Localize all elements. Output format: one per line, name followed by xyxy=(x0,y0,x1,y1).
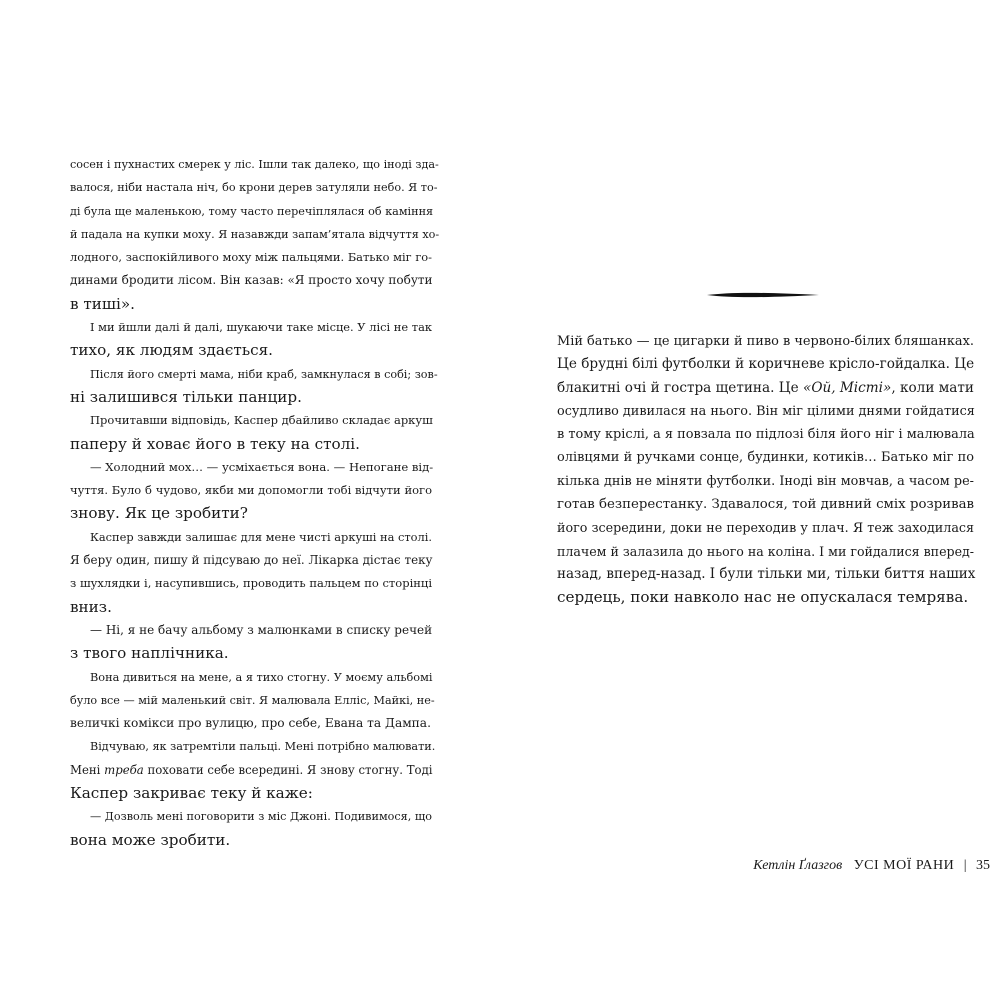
text-line: Мій батько — це цигарки й пиво в червоно-білих бляшанках. xyxy=(557,334,974,349)
text-line: олівцями й ручками сонце, будинки, котиків… Батько міг по xyxy=(557,450,974,466)
text-line: вниз. xyxy=(70,597,112,616)
left-column xyxy=(70,153,440,852)
italic-text: «Ой, Місті» xyxy=(803,379,892,396)
right-column xyxy=(557,330,974,610)
text-line: й падала на купки моху. Я назавжди запам’ятала відчуття хо- xyxy=(70,227,440,241)
text-line: паперу й ховає його в теку на столі. xyxy=(70,434,360,453)
text-line: Вона дивиться на мене, а я тихо стогну. У моєму альбомі xyxy=(90,670,433,684)
section-divider-icon xyxy=(707,291,819,299)
text-line: готав безперестанку. Здавалося, той дивний сміх розривав xyxy=(557,497,974,513)
text-segment: поховати себе всередині. Я знову стогну. Тоді xyxy=(143,762,433,777)
text-line: назад, вперед-назад. І були тільки ми, тільки биття наших xyxy=(557,565,976,582)
text-segment: Мені xyxy=(70,762,105,777)
text-line: осудливо дивилася на нього. Він міг цілими днями гойдатися xyxy=(557,403,975,419)
text-line: сердець, поки навколо нас не опускалася темрява. xyxy=(557,588,969,607)
text-segment: блакитні очі й гостра щетина. Це xyxy=(557,379,803,396)
text-line: ді була ще маленькою, тому часто перечіплялася об каміння xyxy=(70,204,434,218)
text-line: Я беру один, пишу й підсуваю до неї. Лікарка дістає теку xyxy=(70,553,433,568)
text-line: величкі комікси про вулицю, про себе, Евана та Дампа. xyxy=(70,716,431,731)
footer-separator: | xyxy=(963,858,967,873)
text-line: динами бродити лісом. Він казав: «Я просто хочу побути xyxy=(70,273,433,288)
footer-book-title: УСІ МОЇ РАНИ xyxy=(853,858,955,873)
text-line: лодного, заспокійливого моху між пальцями. Батько міг го- xyxy=(70,250,432,265)
text-line: в тиші». xyxy=(70,294,135,313)
text-line: з твого наплічника. xyxy=(70,644,229,663)
text-line: тихо, як людям здається. xyxy=(70,341,274,360)
text-line: — Дозволь мені поговорити з міс Джоні. Подивимося, що xyxy=(90,810,432,824)
text-line: Відчуваю, як затремтіли пальці. Мені потрібно малювати. xyxy=(90,740,436,754)
text-line: валося, ніби настала ніч, бо крони дерев затуляли небо. Я то- xyxy=(70,181,438,195)
text-segment: , коли мати xyxy=(891,379,974,396)
text-line xyxy=(557,377,974,400)
divider-stroke xyxy=(707,293,819,297)
text-line: з шухлядки і, насупившись, проводить пальцем по сторінці xyxy=(70,576,432,591)
italic-text: треба xyxy=(104,762,144,777)
text-line: ні залишився тільки панцир. xyxy=(70,387,302,406)
text-line: Після його смерті мама, ніби краб, замкнулася в собі; зов- xyxy=(90,367,438,381)
text-line xyxy=(70,759,432,782)
text-line: — Ні, я не бачу альбому з малюнками в списку речей xyxy=(90,622,433,637)
text-line: було все — мій маленький світ. Я малювала Елліс, Майкі, не- xyxy=(70,693,435,707)
text-line: Каспер закриває теку й каже: xyxy=(70,784,313,803)
text-line: Це брудні білі футболки й коричневе крісло-гойдалка. Це xyxy=(557,356,975,373)
text-line: Прочитавши відповідь, Каспер дбайливо складає аркуш xyxy=(90,413,433,428)
text-line: чуття. Було б чудово, якби ми допомогли тобі відчути його xyxy=(70,483,432,498)
text-line: його зсередини, доки не переходив у плач. Я теж заходилася xyxy=(557,520,974,536)
text-line: вона може зробити. xyxy=(70,830,231,849)
footer-author: Кетлін Ґлазгов xyxy=(753,858,843,873)
running-footer xyxy=(753,857,990,875)
text-line: Каспер завжди залишає для мене чисті аркуші на столі. xyxy=(90,529,433,544)
page-number: 35 xyxy=(976,858,990,873)
text-line: плачем й залазила до нього на коліна. І ми гойдалися вперед- xyxy=(557,543,975,559)
text-line: — Холодний мох… — усміхається вона. — Непогане від- xyxy=(90,459,434,474)
text-line: кілька днів не міняти футболки. Іноді він мовчав, а часом ре- xyxy=(557,473,974,489)
text-line: І ми йшли далі й далі, шукаючи таке місце. У лісі не так xyxy=(90,320,432,335)
text-line: знову. Як це зробити? xyxy=(70,504,248,523)
text-line: в тому кріслі, а я повзала по підлозі біля його ніг і малювала xyxy=(557,427,975,443)
text-line: сосен і пухнастих смерек у ліс. Ішли так далеко, що іноді зда- xyxy=(70,158,439,171)
